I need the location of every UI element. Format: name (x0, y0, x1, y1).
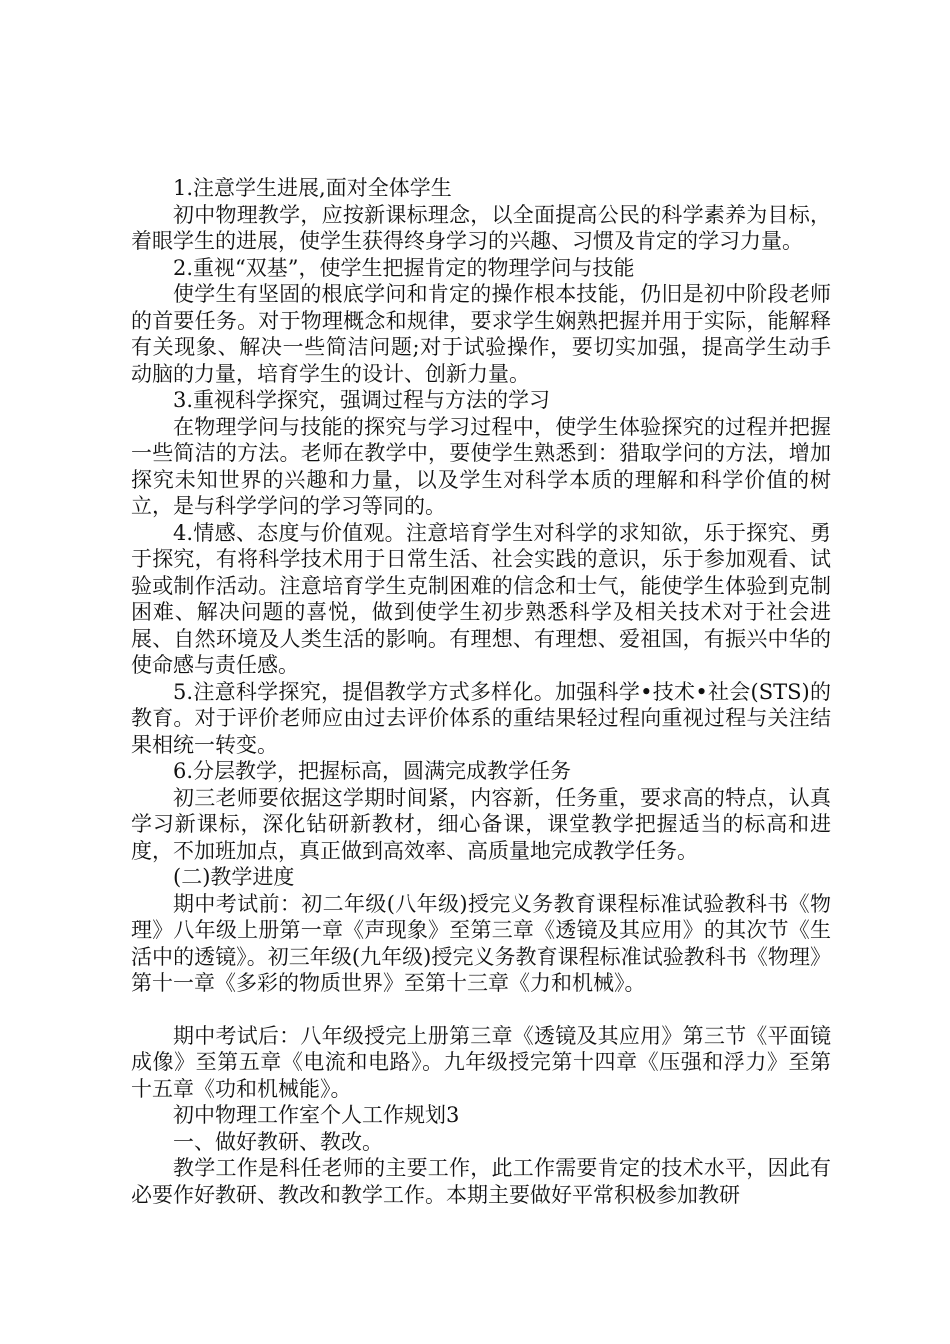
paragraph: 在物理学问与技能的探究与学习过程中，使学生体验探究的过程并把握一些简洁的方法。老师在教学中，要使学生熟悉到：猎取学问的方法，增加探究未知世界的兴趣和力量，以及学生对科学本质的理解和科学价值的树立，是与科学学问的学习等同的。 (131, 414, 831, 518)
item-4: 4.情感、态度与价值观。注意培育学生对科学的求知欲，乐于探究、勇于探究，有将科学技术用于日常生活、社会实践的意识，乐于参加观看、试验或制作活动。注意培育学生克制困难的信念和士气，能使学生体验到克制困难、解决问题的喜悦，做到使学生初步熟悉科学及相关技术对于社会进展、自然环境及人类生活的影响。有理想、有理想、爱祖国，有振兴中华的使命感与责任感。 (131, 520, 831, 677)
paragraph: 初三老师要依据这学期时间紧，内容新，任务重，要求高的特点，认真学习新课标，深化钻研新教材，细心备课，课堂教学把握适当的标高和进度，不加班加点，真正做到高效率、高质量地完成教学任务。 (131, 785, 831, 863)
document-title: 初中物理工作室个人工作规划3 (173, 1103, 460, 1127)
heading-3: 3.重视科学探究，强调过程与方法的学习 (173, 388, 551, 412)
paragraph: 初中物理教学，应按新课标理念，以全面提高公民的科学素养为目标，着眼学生的进展，使学生获得终身学习的兴趣、习惯及肯定的学习力量。 (131, 202, 831, 253)
paragraph: 教学工作是科任老师的主要工作，此工作需要肯定的技术水平，因此有必要作好教研、教改和教学工作。本期主要做好平常积极参加教研 (131, 1156, 831, 1207)
section-heading-1: 一、做好教研、教改。 (173, 1129, 383, 1154)
paragraph-before-midterm: 期中考试前：初二年级(八年级)授完义务教育课程标准试验教科书《物理》八年级上册第一章《声现象》至第三章《透镜及其应用》的其次节《生活中的透镜》。初三年级(九年级)授完义务教育课程标准试验教科书《物理》第十一章《多彩的物质世界》至第十三章《力和机械》。 (131, 891, 831, 995)
section-heading-progress: (二)教学进度 (173, 865, 295, 889)
heading-2: 2.重视“双基”，使学生把握肯定的物理学问与技能 (173, 255, 635, 280)
item-5: 5.注意科学探究，提倡教学方式多样化。加强科学•技术•社会(STS)的教育。对于评价老师应由过去评价体系的重结果轻过程向重视过程与关注结果相统一转变。 (131, 679, 831, 757)
heading-6: 6.分层教学，把握标高，圆满完成教学任务 (173, 759, 572, 783)
paragraph: 使学生有坚固的根底学问和肯定的操作根本技能，仍旧是初中阶段老师的首要任务。对于物理概念和规律，要求学生娴熟把握并用于实际，能解释有关现象、解决一些简洁问题;对于试验操作，要切实加强，提高学生动手动脑的力量，培育学生的设计、创新力量。 (131, 282, 831, 386)
document-body (131, 175, 831, 1208)
paragraph-after-midterm: 期中考试后：八年级授完上册第三章《透镜及其应用》第三节《平面镜成像》至第五章《电流和电路》。九年级授完第十四章《压强和浮力》至第十五章《功和机械能》。 (131, 1023, 831, 1101)
heading-1: 1.注意学生进展,面对全体学生 (173, 176, 452, 200)
